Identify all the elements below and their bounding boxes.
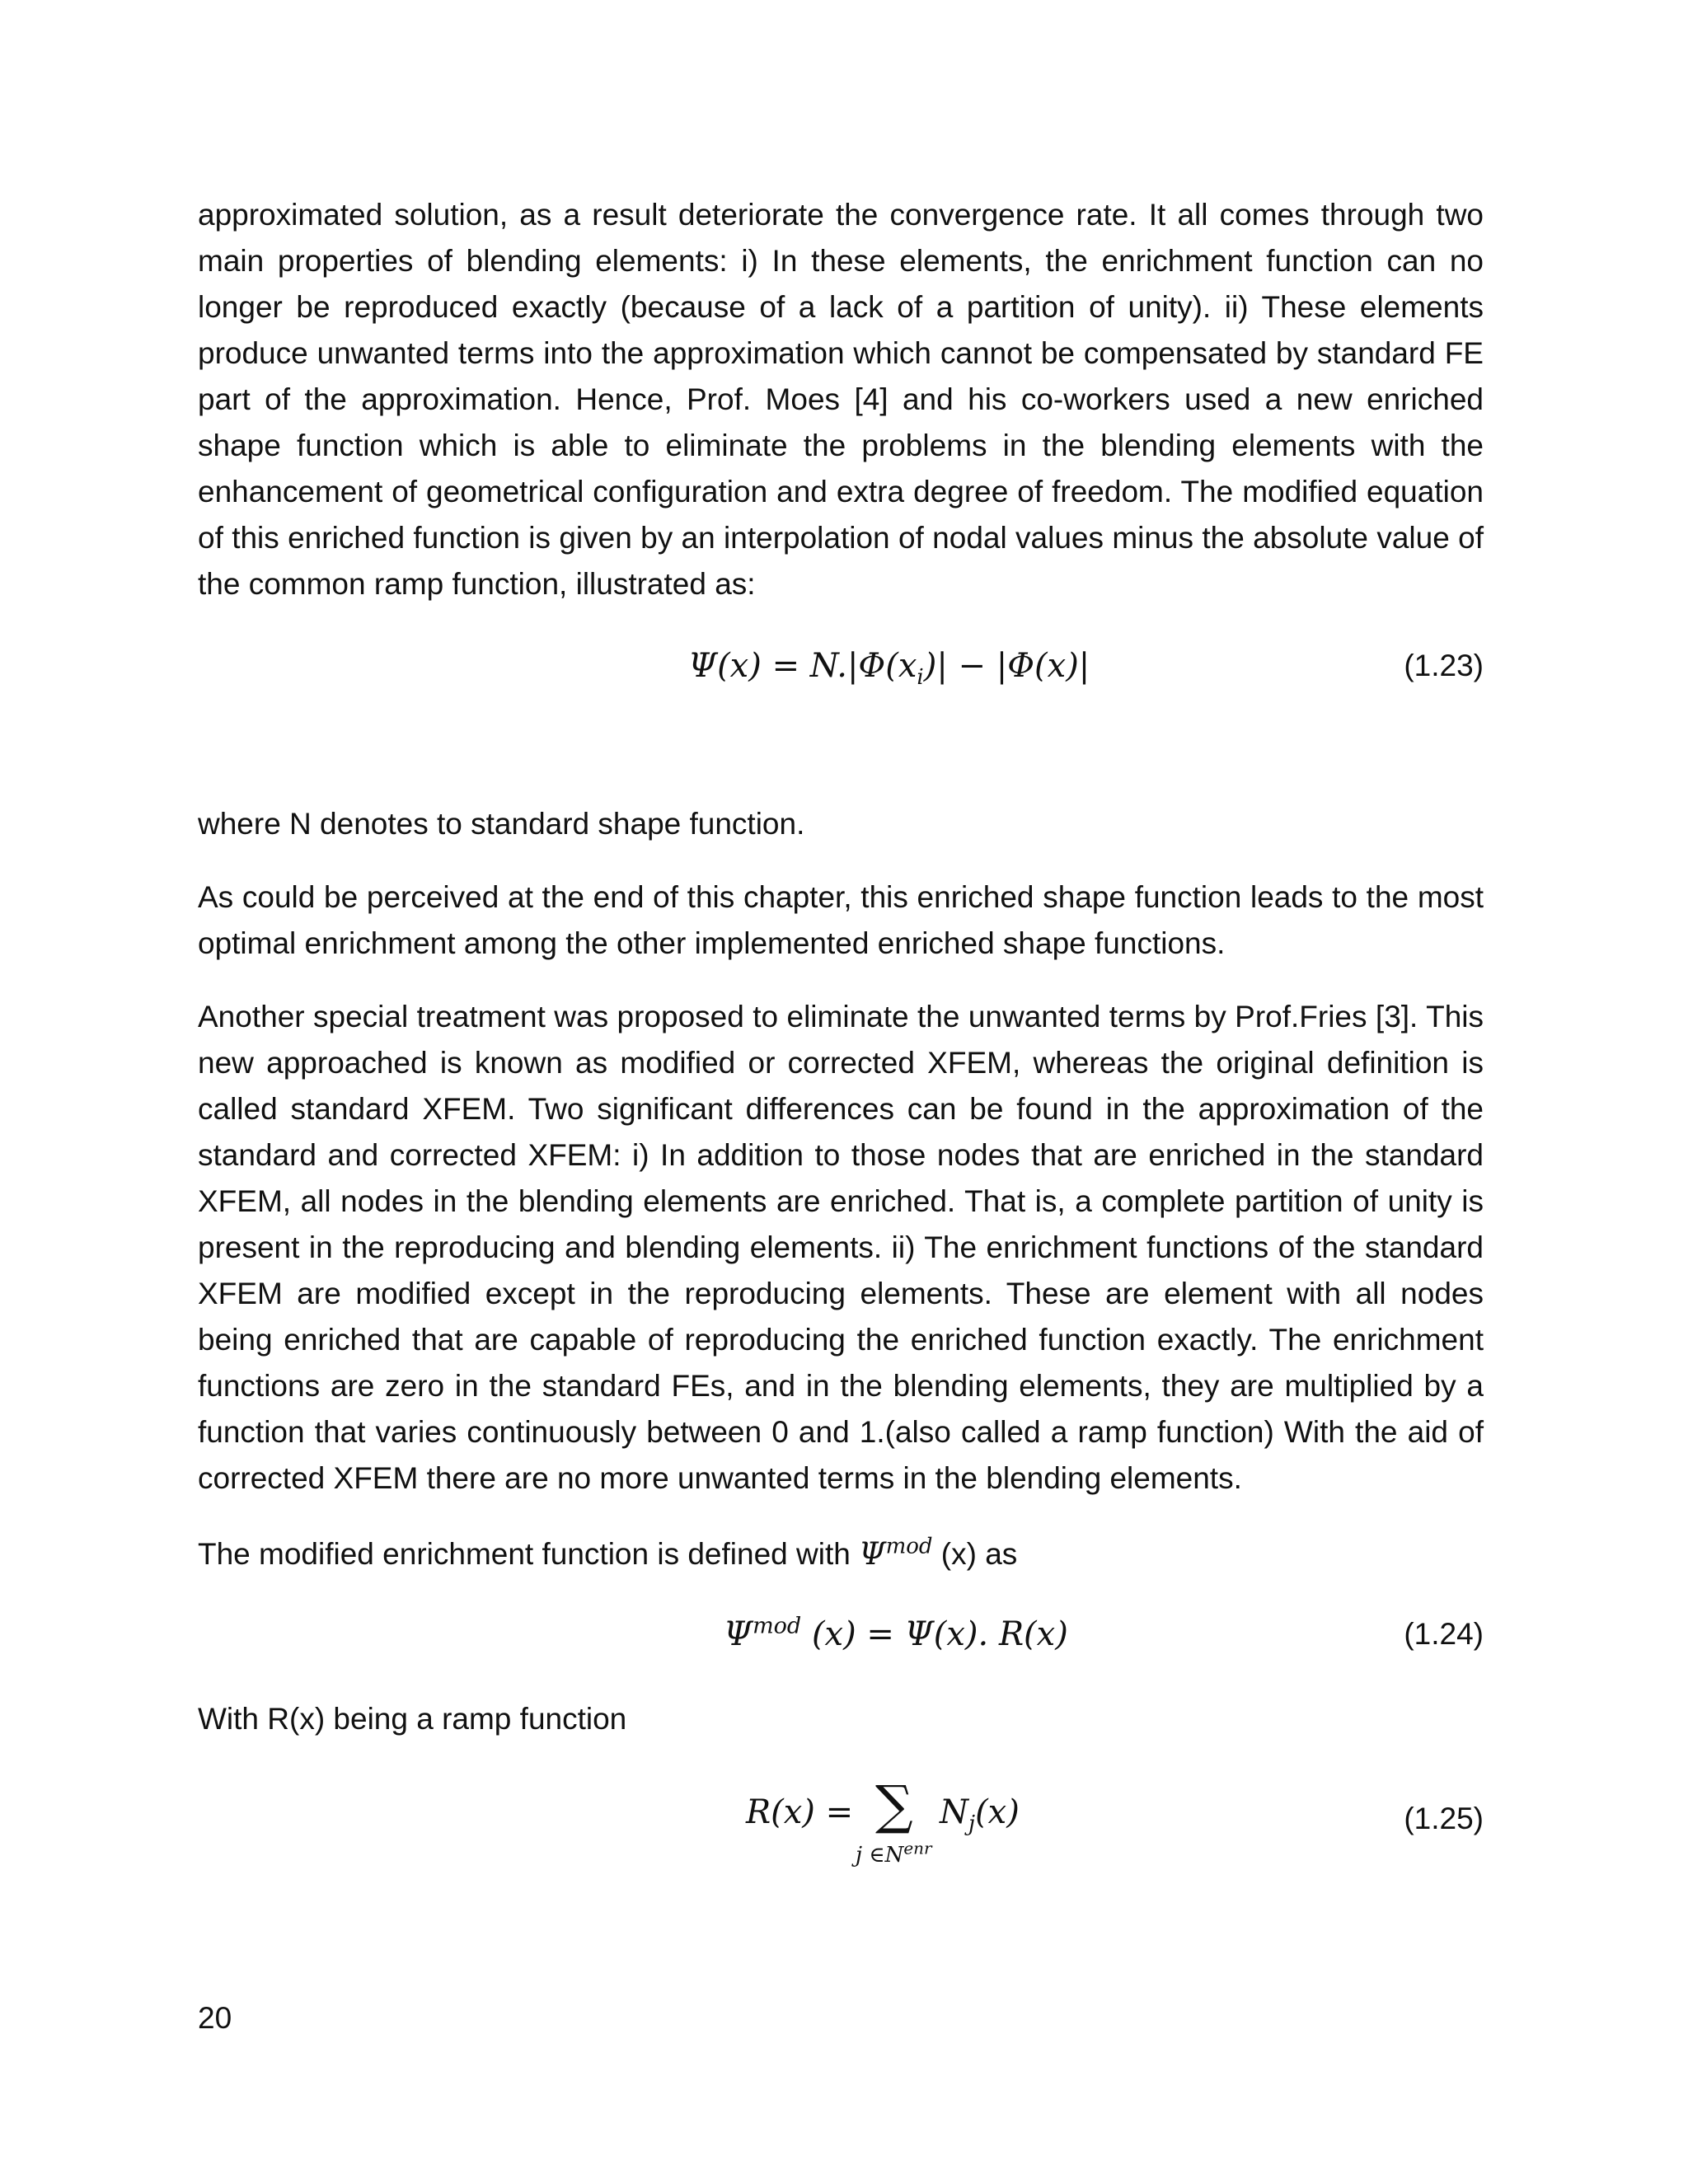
equation-1-23-body bbox=[688, 647, 1090, 690]
paragraph-text: As could be perceived at the end of this chapter, this enriched shape function leads to the most optimal enrichment among the other implemented enriched shape functions. bbox=[198, 880, 1484, 960]
paragraph-text: Another special treatment was proposed to eliminate the unwanted terms by Prof.Fries [3]. This new approached is known as modified or corrected XFEM, whereas the original definition is called standard XFEM. Two significant differences can be found in the approximation of the standard and corrected XFEM: i) In addition to those nodes that are enriched in the standard XFEM, all nodes in the blending elements are enriched. That is, a complete partition of unity is present in the reproducing and blending elements. ii) The enrichment functions of the standard XFEM are modified except in the reproducing elements. These are element with all nodes being enriched that are capable of reproducing the enriched function exactly. The enrichment functions are zero in the standard FEs, and in the blending elements, they are multiplied by a function that varies continuously between 0 and 1.(also called a ramp function) With the aid of corrected XFEM there are no more unwanted terms in the blending elements. bbox=[198, 1000, 1484, 1495]
equation-number-1-24: (1.24) bbox=[1404, 1617, 1484, 1651]
eq-1-23-abs2: |Φ(x)| bbox=[996, 647, 1090, 685]
paragraph-standard-shape bbox=[198, 801, 1484, 847]
eq-1-24-rhs: (x) = Ψ(x). R(x) bbox=[801, 1615, 1068, 1653]
eq-1-23-lhs: Ψ(x) = N. bbox=[688, 647, 847, 685]
paragraph-modified-enrichment bbox=[198, 1531, 1484, 1577]
page-number: 20 bbox=[198, 2001, 232, 2035]
eq-1-23-abs1: $|\Phi(x_i)|$ bbox=[846, 647, 948, 690]
paragraph-text: With R(x) being a ramp function bbox=[198, 1702, 627, 1736]
equation-1-24 bbox=[198, 1607, 1484, 1673]
paragraph-text: where N denotes to standard shape function. bbox=[198, 807, 805, 841]
eq-1-25-term: $N_j(x)$ bbox=[940, 1793, 1020, 1836]
equation-1-23 bbox=[198, 639, 1484, 705]
paragraph-text: approximated solution, as a result deteriorate the convergence rate. It all comes through two main properties of blending elements: i) In these elements, the enrichment function can no longer be reproduced exactly (because of a lack of a partition of unity). ii) These elements produce unwanted terms into the approximation which cannot be compensated by standard FE part of the approximation. Hence, Prof. Moes [4] and his co-workers used a new enriched shape function which is able to eliminate the problems in the blending elements with the enhancement of geometrical configuration and extra degree of freedom. The modified equation of this enriched function is given by an interpolation of nodal values minus the absolute value of the common ramp function, illustrated as: bbox=[198, 198, 1484, 601]
paragraph-optimal-enrichment bbox=[198, 874, 1484, 967]
paragraph-corrected-xfem bbox=[198, 994, 1484, 1502]
equation-1-25 bbox=[198, 1772, 1484, 1887]
eq-1-24-psi-mod: $\Psi^{mod}$ bbox=[724, 1613, 802, 1653]
paragraph-blending-elements bbox=[198, 192, 1484, 607]
equation-1-24-body bbox=[724, 1615, 1068, 1653]
equation-number-1-25: (1.25) bbox=[1404, 1802, 1484, 1835]
eq-1-23-minus: − bbox=[947, 647, 996, 685]
psi-mod-inline: $\Psi^{mod}$ bbox=[859, 1534, 933, 1572]
paragraph-ramp-function bbox=[198, 1696, 1484, 1742]
summation-icon: ∑ bbox=[875, 1775, 913, 1836]
equation-number-1-23: (1.23) bbox=[1404, 649, 1484, 682]
eq-1-25-lhs: R(x) = bbox=[746, 1793, 854, 1831]
eq-1-25-sum-index: j $\in N^{enr}$ bbox=[856, 1838, 932, 1868]
paragraph-text: The modified enrichment function is defined with $\Psi^{mod}$ (x) as bbox=[198, 1534, 1018, 1572]
